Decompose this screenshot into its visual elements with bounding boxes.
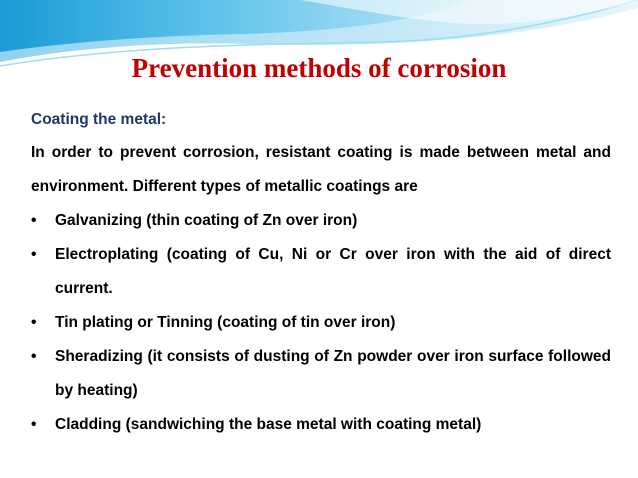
bullet-icon: • (31, 416, 37, 433)
list-item-text: Galvanizing (thin coating of Zn over iron) (55, 212, 358, 229)
list-item (31, 238, 611, 306)
intro-paragraph: In order to prevent corrosion, resistant coating is made between metal and environment. Different types of metallic coatings are (31, 144, 611, 195)
slide-title: Prevention methods of corrosion (131, 53, 507, 83)
list-item (31, 340, 611, 408)
coating-types-list (31, 204, 611, 442)
slide-body (31, 104, 611, 442)
list-item-text: Sheradizing (it consists of dusting of Zn powder over iron surface followed by heating) (55, 348, 611, 399)
list-item (31, 408, 611, 442)
list-item-text: Tin plating or Tinning (coating of tin over iron) (55, 314, 396, 331)
list-item-text: Cladding (sandwiching the base metal with coating metal) (55, 416, 482, 433)
bullet-icon: • (31, 246, 37, 263)
bullet-icon: • (31, 348, 37, 365)
list-item (31, 306, 611, 340)
list-item-text: Electroplating (coating of Cu, Ni or Cr over iron with the aid of direct current. (55, 246, 611, 297)
bullet-icon: • (31, 212, 37, 229)
bullet-icon: • (31, 314, 37, 331)
list-item (31, 204, 611, 238)
section-subheading: Coating the metal: (31, 111, 167, 128)
